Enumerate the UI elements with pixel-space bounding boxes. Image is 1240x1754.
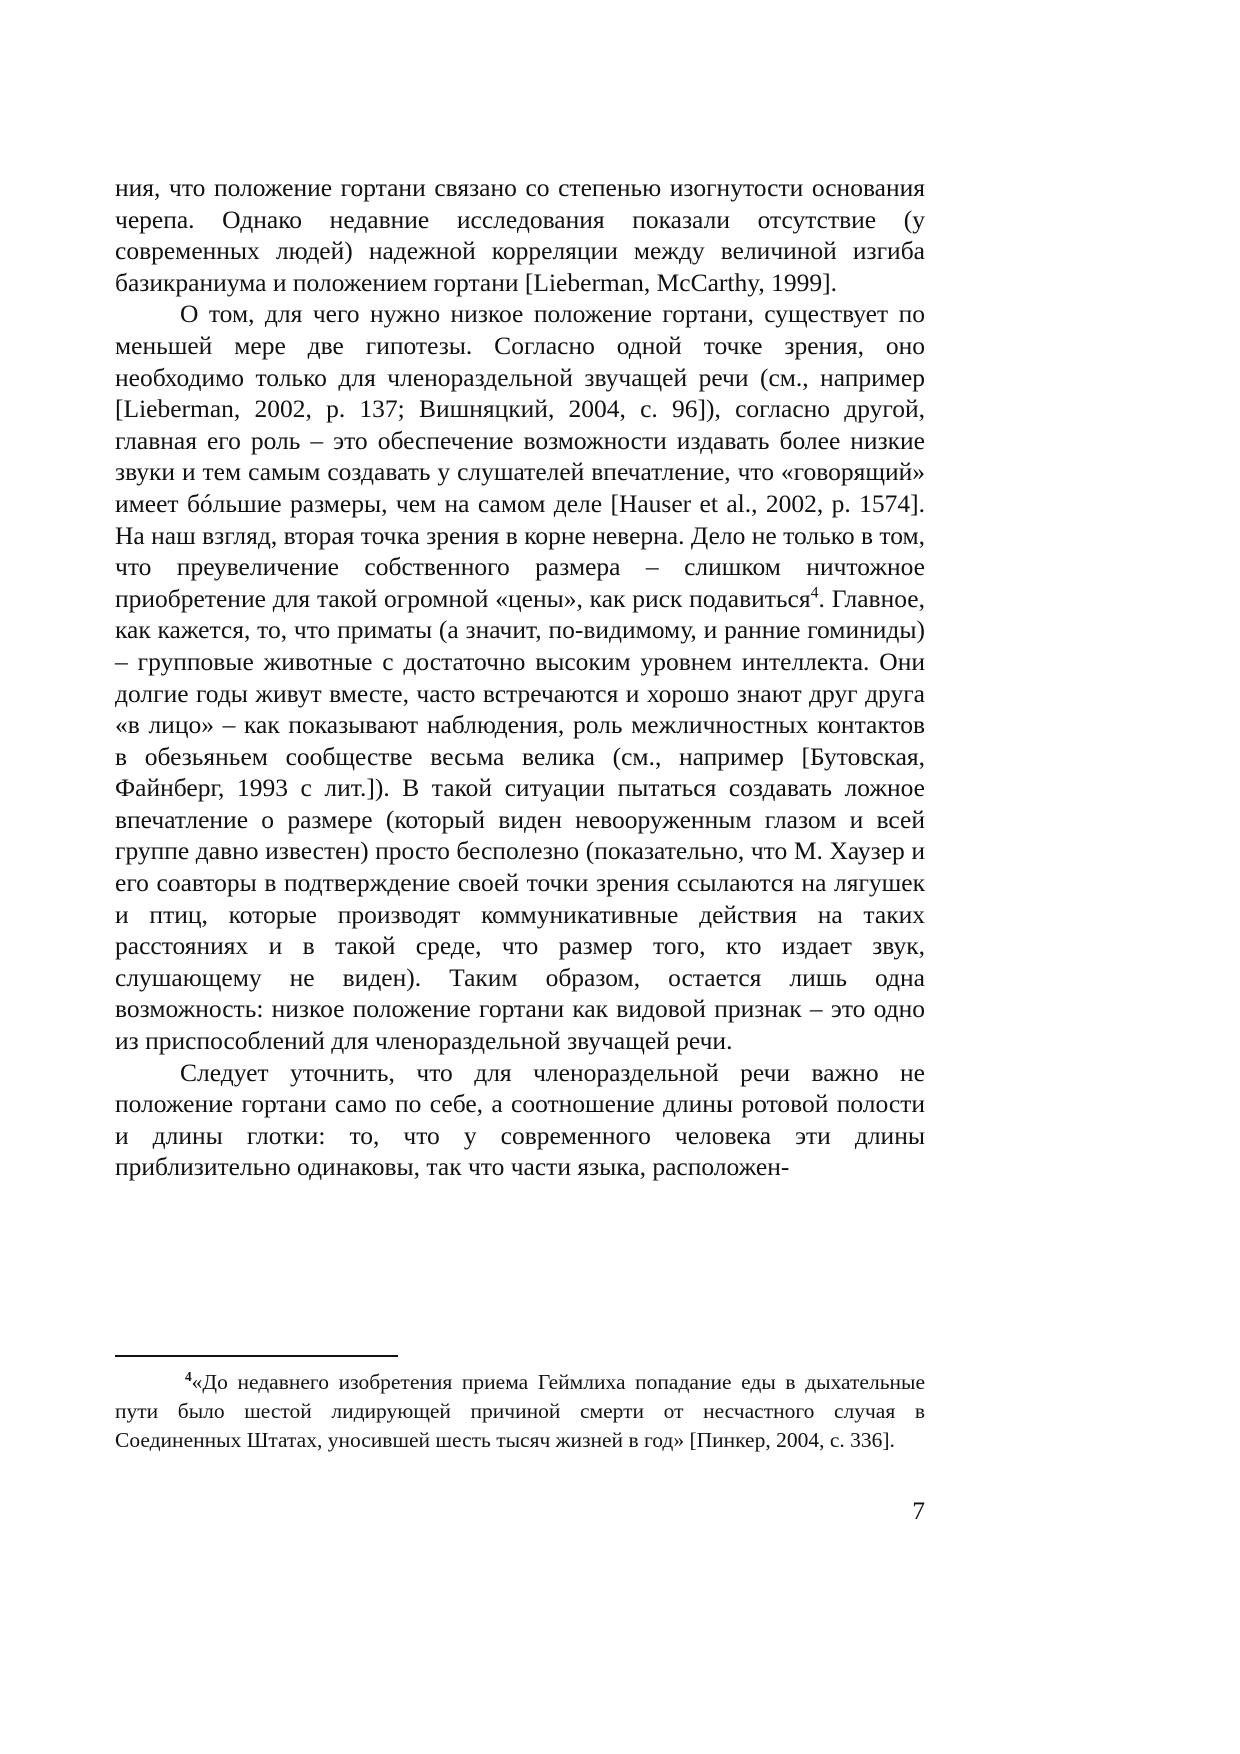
footnote-separator bbox=[115, 1355, 398, 1357]
page-number: 7 bbox=[912, 1496, 925, 1525]
paragraph-3: Следует уточнить, что для членораздельной речи важно не положение гортани само по себе, а соотношение длины ротовой полости и длины глотки: то, что у современного человека эти длины приблизительно одинаковы, так что части языка, расположен- bbox=[115, 1057, 925, 1182]
footnotes bbox=[115, 1368, 925, 1455]
paragraph-1: ния, что положение гортани связано со степенью изогнутости основания черепа. Однако недавние исследования показали отсутствие (у современных людей) надежной корреляции между величиной изгиба базикраниума и положением гортани [Lieberman, McCarthy, 1999]. bbox=[115, 173, 925, 297]
footnote-reference-4[interactable]: 4 bbox=[810, 584, 819, 602]
footnote-marker: 4 bbox=[185, 1368, 192, 1384]
paragraph-2 bbox=[115, 298, 925, 1056]
body-text bbox=[115, 172, 925, 1183]
paragraph-2-text-start: О том, для чего нужно низкое положение гортани, существует по меньшей мере две гипотезы. Согласно одной точке зрения, оно необходимо только для членораздельной звучащей речи (см., например [Lieberman, 2002, p. 137; Вишняцкий, 2004, с. 96]), согласно другой, главная его роль – это обеспечение возможности издавать более низкие звуки и тем самым создавать у слушателей впечатление, что «говорящий» имеет бóльшие размеры, чем на самом деле [Hauser et al., 2002, p. 1574]. На наш взгляд, вторая точка зрения в корне неверна. Дело не только в том, что преувеличение собственного размера – слишком ничтожное приобретение для такой огромной «цены», как риск подавиться bbox=[115, 299, 925, 613]
footnote-text: «До недавнего изобретения приема Геймлиха попадание еды в дыхательные пути было шестой лидирующей причиной смерти от несчастного случая в Соединенных Штатах, уносившей шесть тысяч жизней в год» [Пинкер, 2004, с. 336]. bbox=[115, 1370, 925, 1452]
paragraph-2-text-end: . Главное, как кажется, то, что приматы (а значит, по-видимому, и ранние гоминиды) – групповые животные с достаточно высоким уровнем интеллекта. Они долгие годы живут вместе, часто встречаются и хорошо знают друг друга «в лицо» – как показывают наблюдения, роль межличностных контактов в обезьяньем сообществе весьма велика (см., например [Бутовская, Файнберг, 1993 с лит.]). В такой ситуации пытаться создавать ложное впечатление о размере (который виден невооруженным глазом и всей группе давно известен) просто бесполезно (показательно, что М. Хаузер и его соавторы в подтверждение своей точки зрения ссылаются на лягушек и птиц, которые производят коммуникативные действия на таких расстояниях и в такой среде, что размер того, кто издает звук, слушающему не виден). Таким образом, остается лишь одна возможность: низкое положение гортани как видовой признак – это одно из приспособлений для членораздельной звучащей речи. bbox=[115, 583, 925, 1056]
footnote-4 bbox=[115, 1368, 925, 1455]
